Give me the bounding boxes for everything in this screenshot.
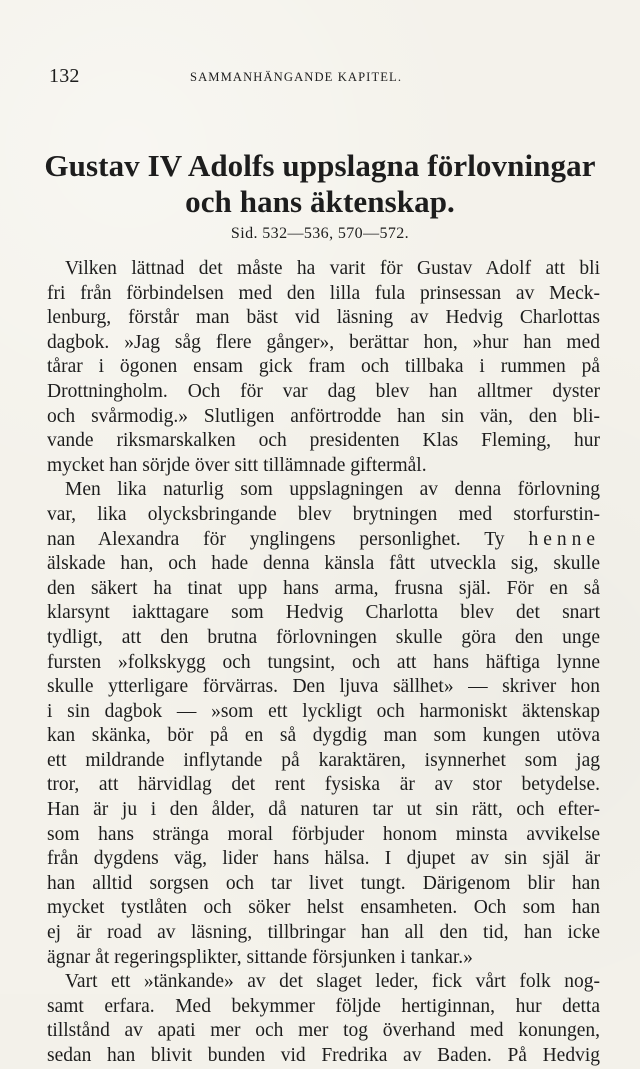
text-segment: nan Alexandra för ynglingens personlighet. Ty [47,528,529,550]
text-line: ett mildrande inflytande på karaktären, isynnerhet som jag [47,749,600,771]
body-text [47,257,600,1069]
running-head: SAMMANHÄNGANDE KAPITEL. [190,70,403,84]
text-line: tror, att härvidlag det rent fysiska är av stor betydelse. [47,774,600,796]
text-line: i sin dagbok — »som ett lyckligt och harmoniskt äktenskap [47,700,600,722]
text-line: mycket tystlåten och söker helst ensamheten. Och som han [47,897,600,919]
text-line: han alltid sorgsen och tar livet tungt. Därigenom blir han [47,872,600,894]
text-line: samt erfara. Med bekymmer följde hertiginnan, hur detta [47,995,600,1017]
page-header [49,65,599,89]
chapter-title-line-1: Gustav IV Adolfs uppslagna förlovningar [44,148,596,183]
text-line: mycket han sörjde över sitt tillämnade giftermål. [47,454,427,476]
text-line: var, lika olycksbringande blev brytningen med storfurstin- [47,503,600,525]
text-line: älskade han, och hade denna känsla fått utveckla sig, skulle [47,553,600,575]
text-line: klarsynt iakttagare som Hedvig Charlotta blev det snart [47,602,600,624]
page-reference: Sid. 532—536, 570—572. [230,225,410,242]
chapter-title-line-2: och hans äktenskap. [185,184,455,219]
text-line: tillstånd av apati mer och mer tog överhand med konungen, [47,1020,600,1042]
text-line: fursten »folkskygg och tungsint, och att hans häftiga lynne [47,651,600,673]
text-line: fri från förbindelsen med den lilla fula prinsessan av Meck- [47,282,600,304]
text-line: dagbok. »Jag såg flere gånger», berättar hon, »hur han med [47,331,600,353]
text-line: tårar i ögonen ensam gick fram och tillbaka i rummen på [47,356,600,378]
text-line: från dygdens väg, lider hans hälsa. I djupet av sin själ är [47,848,600,870]
emphasized-word: henne [528,528,600,550]
text-line: ej är road av läsning, tillbringar han all den tid, han icke [47,922,600,944]
text-line: lenburg, förstår man bäst vid läsning av Hedvig Charlottas [47,307,600,329]
text-line: Men lika naturlig som uppslagningen av denna förlovning [65,479,600,501]
text-line: och svårmodig.» Slutligen anförtrodde han sin vän, den bli- [47,405,600,427]
text-line: kan skänka, bör på en så dygdig man som kungen utöva [47,725,600,747]
text-line: Han är ju i den ålder, då naturen tar ut sin rätt, och efter- [47,799,600,821]
text-line-with-emphasis [47,528,600,553]
text-line: tydligt, att den brutna förlovningen skulle göra den unge [47,626,600,648]
page-number: 132 [49,65,80,87]
text-line: skulle ytterligare förvärras. Den ljuva sällhet» — skriver hon [47,676,600,698]
text-line: som hans stränga moral förbjuder honom minsta avvikelse [47,823,600,845]
text-line: vande riksmarskalken och presidenten Klas Fleming, hur [47,430,600,452]
text-line: den säkert ha tinat upp hans arma, frusna själ. För en så [47,577,600,599]
text-line: Vilken lättnad det måste ha varit för Gustav Adolf att bli [65,258,600,279]
text-line: sedan han blivit bunden vid Fredrika av Baden. På Hedvig [47,1045,600,1066]
text-line: Vart ett »tänkande» av det slaget leder, fick vårt folk nog- [65,971,600,993]
text-line: ägnar åt regeringsplikter, sittande försjunken i tankar.» [47,946,473,968]
text-line: Drottningholm. Och för var dag blev han alltmer dyster [47,380,600,402]
